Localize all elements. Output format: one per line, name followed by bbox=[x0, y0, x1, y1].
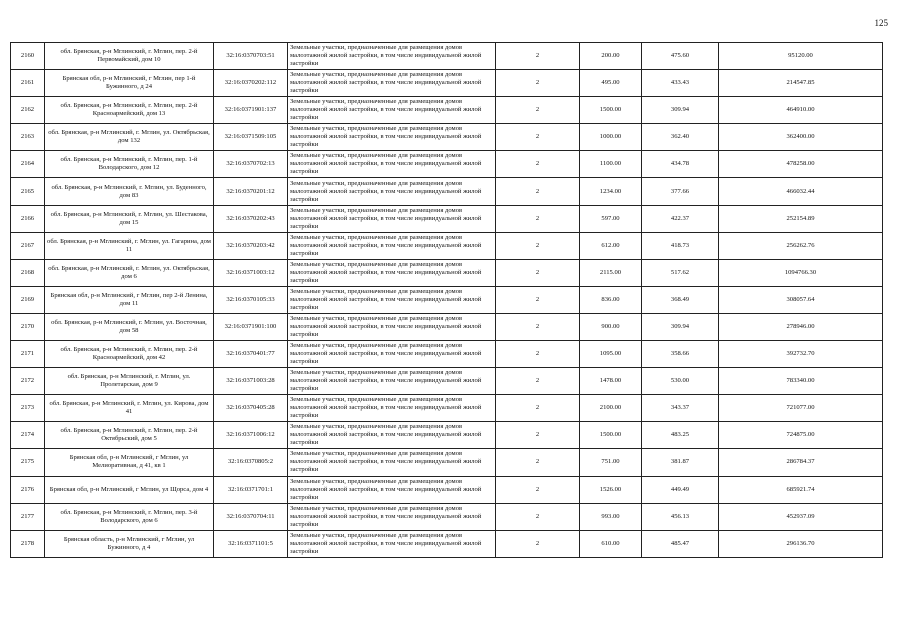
table-row bbox=[11, 151, 883, 178]
area-cell: 612.00 bbox=[580, 232, 642, 259]
row-number-cell: 2172 bbox=[11, 368, 45, 395]
permitted-use-cell: Земельные участки, предназначенные для размещения домов малоэтажной жилой застройки, в том числе индивидуальной жилой застройки bbox=[288, 476, 496, 503]
area-cell: 1500.00 bbox=[580, 97, 642, 124]
address-cell: обл. Брянская, р-н Мглинский, г. Мглин, ул. Октябрьская, дом 132 bbox=[45, 124, 214, 151]
cadastral-number-cell: 32:16:0371509:105 bbox=[214, 124, 288, 151]
address-cell: обл. Брянская, р-н Мглинский, г. Мглин, пер. 2-й Первомайский, дом 10 bbox=[45, 43, 214, 70]
category-cell: 2 bbox=[496, 232, 580, 259]
cadastral-number-cell: 32:16:0371701:1 bbox=[214, 476, 288, 503]
row-number-cell: 2174 bbox=[11, 422, 45, 449]
category-cell: 2 bbox=[496, 395, 580, 422]
category-cell: 2 bbox=[496, 178, 580, 205]
specific-value-cell: 368.49 bbox=[642, 286, 719, 313]
table-row bbox=[11, 530, 883, 557]
table-row bbox=[11, 313, 883, 340]
permitted-use-cell: Земельные участки, предназначенные для размещения домов малоэтажной жилой застройки, в том числе индивидуальной жилой застройки bbox=[288, 178, 496, 205]
specific-value-cell: 422.37 bbox=[642, 205, 719, 232]
specific-value-cell: 456.13 bbox=[642, 503, 719, 530]
cadastral-value-cell: 1094766.30 bbox=[719, 259, 883, 286]
row-number-cell: 2170 bbox=[11, 313, 45, 340]
category-cell: 2 bbox=[496, 449, 580, 476]
permitted-use-cell: Земельные участки, предназначенные для размещения домов малоэтажной жилой застройки, в том числе индивидуальной жилой застройки bbox=[288, 43, 496, 70]
category-cell: 2 bbox=[496, 97, 580, 124]
cadastral-value-cell: 464910.00 bbox=[719, 97, 883, 124]
row-number-cell: 2162 bbox=[11, 97, 45, 124]
address-cell: Брянская обл, р-н Мглинский, г Мглин, пер 2-й Ленина, дом 11 bbox=[45, 286, 214, 313]
cadastral-value-table bbox=[10, 42, 883, 558]
area-cell: 1100.00 bbox=[580, 151, 642, 178]
area-cell: 993.00 bbox=[580, 503, 642, 530]
cadastral-number-cell: 32:16:0371003:12 bbox=[214, 259, 288, 286]
cadastral-value-cell: 724875.00 bbox=[719, 422, 883, 449]
cadastral-number-cell: 32:16:0371006:12 bbox=[214, 422, 288, 449]
page-number: 125 bbox=[874, 18, 888, 28]
row-number-cell: 2164 bbox=[11, 151, 45, 178]
area-cell: 1500.00 bbox=[580, 422, 642, 449]
cadastral-value-cell: 296136.70 bbox=[719, 530, 883, 557]
area-cell: 2100.00 bbox=[580, 395, 642, 422]
cadastral-number-cell: 32:16:0370405:28 bbox=[214, 395, 288, 422]
area-cell: 1526.00 bbox=[580, 476, 642, 503]
area-cell: 597.00 bbox=[580, 205, 642, 232]
address-cell: обл. Брянская, р-н Мглинский, г. Мглин, пер. 2-й Красноармейский, дом 13 bbox=[45, 97, 214, 124]
permitted-use-cell: Земельные участки, предназначенные для размещения домов малоэтажной жилой застройки, в том числе индивидуальной жилой застройки bbox=[288, 97, 496, 124]
address-cell: Брянская обл, р-н Мглинский, г Мглин, ул Щорса, дом 4 bbox=[45, 476, 214, 503]
table-row bbox=[11, 341, 883, 368]
category-cell: 2 bbox=[496, 259, 580, 286]
permitted-use-cell: Земельные участки, предназначенные для размещения домов малоэтажной жилой застройки, в том числе индивидуальной жилой застройки bbox=[288, 124, 496, 151]
row-number-cell: 2177 bbox=[11, 503, 45, 530]
address-cell: Брянская обл, р-н Мглинский, г Мглин, пер 1-й Бужинного, д 24 bbox=[45, 70, 214, 97]
cadastral-number-cell: 32:16:0370401:77 bbox=[214, 341, 288, 368]
specific-value-cell: 517.62 bbox=[642, 259, 719, 286]
cadastral-value-cell: 452937.09 bbox=[719, 503, 883, 530]
area-cell: 200.00 bbox=[580, 43, 642, 70]
category-cell: 2 bbox=[496, 422, 580, 449]
table-row bbox=[11, 232, 883, 259]
address-cell: обл. Брянская, р-н Мглинский, г. Мглин, ул. Буденного, дом 83 bbox=[45, 178, 214, 205]
area-cell: 1234.00 bbox=[580, 178, 642, 205]
table-row bbox=[11, 449, 883, 476]
category-cell: 2 bbox=[496, 205, 580, 232]
permitted-use-cell: Земельные участки, предназначенные для размещения домов малоэтажной жилой застройки, в том числе индивидуальной жилой застройки bbox=[288, 205, 496, 232]
specific-value-cell: 309.94 bbox=[642, 313, 719, 340]
category-cell: 2 bbox=[496, 151, 580, 178]
permitted-use-cell: Земельные участки, предназначенные для размещения домов малоэтажной жилой застройки, в том числе индивидуальной жилой застройки bbox=[288, 341, 496, 368]
cadastral-value-cell: 783340.00 bbox=[719, 368, 883, 395]
permitted-use-cell: Земельные участки, предназначенные для размещения домов малоэтажной жилой застройки, в том числе индивидуальной жилой застройки bbox=[288, 70, 496, 97]
area-cell: 836.00 bbox=[580, 286, 642, 313]
cadastral-value-cell: 685921.74 bbox=[719, 476, 883, 503]
specific-value-cell: 434.78 bbox=[642, 151, 719, 178]
specific-value-cell: 309.94 bbox=[642, 97, 719, 124]
area-cell: 1478.00 bbox=[580, 368, 642, 395]
cadastral-value-cell: 95120.00 bbox=[719, 43, 883, 70]
row-number-cell: 2165 bbox=[11, 178, 45, 205]
category-cell: 2 bbox=[496, 43, 580, 70]
cadastral-number-cell: 32:16:0370702:13 bbox=[214, 151, 288, 178]
table-row bbox=[11, 422, 883, 449]
area-cell: 495.00 bbox=[580, 70, 642, 97]
category-cell: 2 bbox=[496, 503, 580, 530]
cadastral-number-cell: 32:16:0370202:43 bbox=[214, 205, 288, 232]
cadastral-value-cell: 256262.76 bbox=[719, 232, 883, 259]
address-cell: обл. Брянская, р-н Мглинский, г. Мглин, ул. Шестакова, дом 15 bbox=[45, 205, 214, 232]
cadastral-number-cell: 32:16:0370202:112 bbox=[214, 70, 288, 97]
row-number-cell: 2161 bbox=[11, 70, 45, 97]
address-cell: обл. Брянская, р-н Мглинский, г. Мглин, ул. Пролетарская, дом 9 bbox=[45, 368, 214, 395]
category-cell: 2 bbox=[496, 313, 580, 340]
table-row bbox=[11, 259, 883, 286]
cadastral-value-cell: 214547.85 bbox=[719, 70, 883, 97]
address-cell: обл. Брянская, р-н Мглинский, г. Мглин, пер. 2-й Красноармейский, дом 42 bbox=[45, 341, 214, 368]
permitted-use-cell: Земельные участки, предназначенные для размещения домов малоэтажной жилой застройки, в том числе индивидуальной жилой застройки bbox=[288, 422, 496, 449]
address-cell: обл. Брянская, р-н Мглинский, г. Мглин, ул. Восточная, дом 58 bbox=[45, 313, 214, 340]
category-cell: 2 bbox=[496, 368, 580, 395]
specific-value-cell: 433.43 bbox=[642, 70, 719, 97]
category-cell: 2 bbox=[496, 286, 580, 313]
specific-value-cell: 358.66 bbox=[642, 341, 719, 368]
table-row bbox=[11, 124, 883, 151]
category-cell: 2 bbox=[496, 70, 580, 97]
specific-value-cell: 485.47 bbox=[642, 530, 719, 557]
specific-value-cell: 362.40 bbox=[642, 124, 719, 151]
permitted-use-cell: Земельные участки, предназначенные для размещения домов малоэтажной жилой застройки, в том числе индивидуальной жилой застройки bbox=[288, 530, 496, 557]
specific-value-cell: 449.49 bbox=[642, 476, 719, 503]
cadastral-value-cell: 286784.37 bbox=[719, 449, 883, 476]
specific-value-cell: 483.25 bbox=[642, 422, 719, 449]
address-cell: Брянская обл, р-н Мглинский, г Мглин, ул Мелиоративная, д 41, кв 1 bbox=[45, 449, 214, 476]
specific-value-cell: 343.37 bbox=[642, 395, 719, 422]
address-cell: обл. Брянская, р-н Мглинский, г. Мглин, пер. 1-й Володарского, дом 12 bbox=[45, 151, 214, 178]
address-cell: Брянская область, р-н Мглинский, г Мглин, ул Бужинного, д 4 bbox=[45, 530, 214, 557]
permitted-use-cell: Земельные участки, предназначенные для размещения домов малоэтажной жилой застройки, в том числе индивидуальной жилой застройки bbox=[288, 286, 496, 313]
permitted-use-cell: Земельные участки, предназначенные для размещения домов малоэтажной жилой застройки, в том числе индивидуальной жилой застройки bbox=[288, 259, 496, 286]
specific-value-cell: 377.66 bbox=[642, 178, 719, 205]
specific-value-cell: 475.60 bbox=[642, 43, 719, 70]
cadastral-number-cell: 32:16:0371901:137 bbox=[214, 97, 288, 124]
area-cell: 1000.00 bbox=[580, 124, 642, 151]
row-number-cell: 2169 bbox=[11, 286, 45, 313]
cadastral-number-cell: 32:16:0370105:33 bbox=[214, 286, 288, 313]
permitted-use-cell: Земельные участки, предназначенные для размещения домов малоэтажной жилой застройки, в том числе индивидуальной жилой застройки bbox=[288, 151, 496, 178]
row-number-cell: 2163 bbox=[11, 124, 45, 151]
table-row bbox=[11, 286, 883, 313]
area-cell: 610.00 bbox=[580, 530, 642, 557]
cadastral-number-cell: 32:16:0370203:42 bbox=[214, 232, 288, 259]
cadastral-value-cell: 466032.44 bbox=[719, 178, 883, 205]
address-cell: обл. Брянская, р-н Мглинский, г. Мглин, ул. Октябрьская, дом 6 bbox=[45, 259, 214, 286]
permitted-use-cell: Земельные участки, предназначенные для размещения домов малоэтажной жилой застройки, в том числе индивидуальной жилой застройки bbox=[288, 232, 496, 259]
cadastral-number-cell: 32:16:0371901:100 bbox=[214, 313, 288, 340]
table-row bbox=[11, 97, 883, 124]
table-row bbox=[11, 43, 883, 70]
address-cell: обл. Брянская, р-н Мглинский, г. Мглин, пер. 3-й Володарского, дом 6 bbox=[45, 503, 214, 530]
category-cell: 2 bbox=[496, 341, 580, 368]
cadastral-value-cell: 721077.00 bbox=[719, 395, 883, 422]
row-number-cell: 2175 bbox=[11, 449, 45, 476]
table-row bbox=[11, 178, 883, 205]
cadastral-number-cell: 32:16:0370805:2 bbox=[214, 449, 288, 476]
table-row bbox=[11, 503, 883, 530]
table-row bbox=[11, 205, 883, 232]
specific-value-cell: 381.87 bbox=[642, 449, 719, 476]
row-number-cell: 2176 bbox=[11, 476, 45, 503]
area-cell: 1095.00 bbox=[580, 341, 642, 368]
area-cell: 2115.00 bbox=[580, 259, 642, 286]
area-cell: 900.00 bbox=[580, 313, 642, 340]
row-number-cell: 2160 bbox=[11, 43, 45, 70]
permitted-use-cell: Земельные участки, предназначенные для размещения домов малоэтажной жилой застройки, в том числе индивидуальной жилой застройки bbox=[288, 503, 496, 530]
table-body bbox=[11, 43, 883, 558]
cadastral-number-cell: 32:16:0370703:51 bbox=[214, 43, 288, 70]
row-number-cell: 2167 bbox=[11, 232, 45, 259]
address-cell: обл. Брянская, р-н Мглинский, г. Мглин, пер. 2-й Октябрьский, дом 5 bbox=[45, 422, 214, 449]
specific-value-cell: 530.00 bbox=[642, 368, 719, 395]
area-cell: 751.00 bbox=[580, 449, 642, 476]
row-number-cell: 2168 bbox=[11, 259, 45, 286]
cadastral-value-cell: 362400.00 bbox=[719, 124, 883, 151]
cadastral-number-cell: 32:16:0371003:28 bbox=[214, 368, 288, 395]
category-cell: 2 bbox=[496, 124, 580, 151]
cadastral-value-cell: 278946.00 bbox=[719, 313, 883, 340]
permitted-use-cell: Земельные участки, предназначенные для размещения домов малоэтажной жилой застройки, в том числе индивидуальной жилой застройки bbox=[288, 449, 496, 476]
cadastral-number-cell: 32:16:0370201:12 bbox=[214, 178, 288, 205]
permitted-use-cell: Земельные участки, предназначенные для размещения домов малоэтажной жилой застройки, в том числе индивидуальной жилой застройки bbox=[288, 313, 496, 340]
address-cell: обл. Брянская, р-н Мглинский, г. Мглин, ул. Гагарина, дом 11 bbox=[45, 232, 214, 259]
permitted-use-cell: Земельные участки, предназначенные для размещения домов малоэтажной жилой застройки, в том числе индивидуальной жилой застройки bbox=[288, 368, 496, 395]
row-number-cell: 2171 bbox=[11, 341, 45, 368]
row-number-cell: 2166 bbox=[11, 205, 45, 232]
table-row bbox=[11, 70, 883, 97]
cadastral-value-cell: 392732.70 bbox=[719, 341, 883, 368]
specific-value-cell: 418.73 bbox=[642, 232, 719, 259]
address-cell: обл. Брянская, р-н Мглинский, г. Мглин, ул. Кирова, дом 41 bbox=[45, 395, 214, 422]
cadastral-number-cell: 32:16:0370704:11 bbox=[214, 503, 288, 530]
row-number-cell: 2178 bbox=[11, 530, 45, 557]
category-cell: 2 bbox=[496, 530, 580, 557]
table-row bbox=[11, 395, 883, 422]
table-row bbox=[11, 368, 883, 395]
table-row bbox=[11, 476, 883, 503]
cadastral-value-cell: 252154.89 bbox=[719, 205, 883, 232]
cadastral-value-cell: 478258.00 bbox=[719, 151, 883, 178]
row-number-cell: 2173 bbox=[11, 395, 45, 422]
permitted-use-cell: Земельные участки, предназначенные для размещения домов малоэтажной жилой застройки, в том числе индивидуальной жилой застройки bbox=[288, 395, 496, 422]
cadastral-value-cell: 308057.64 bbox=[719, 286, 883, 313]
category-cell: 2 bbox=[496, 476, 580, 503]
cadastral-number-cell: 32:16:0371101:5 bbox=[214, 530, 288, 557]
